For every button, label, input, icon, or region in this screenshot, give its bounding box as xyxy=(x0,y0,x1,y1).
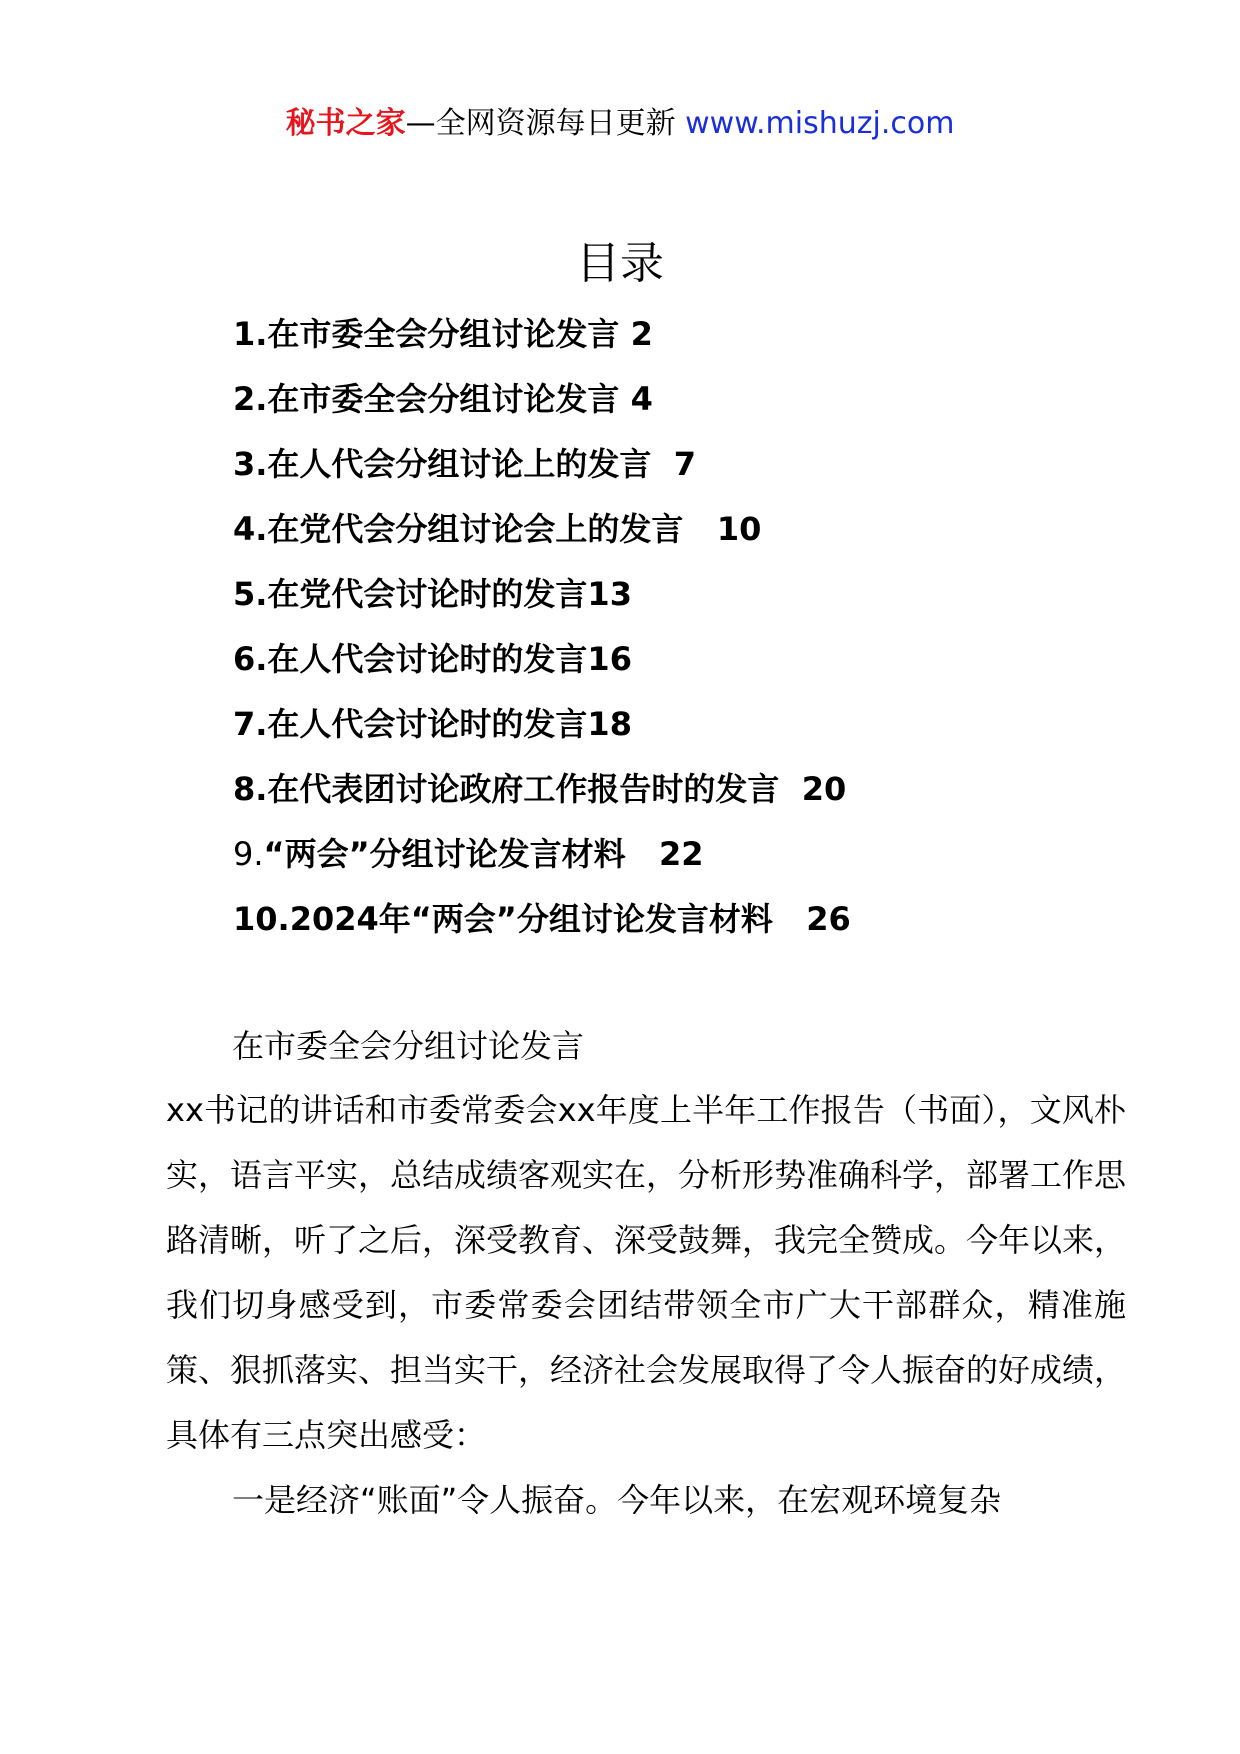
toc-item[interactable] xyxy=(233,822,1133,887)
table-of-contents xyxy=(233,302,1133,952)
toc-item[interactable] xyxy=(233,497,1133,562)
site-tagline: —全网资源每日更新 xyxy=(405,106,686,141)
toc-item-number: 9. xyxy=(233,835,264,873)
toc-item[interactable] xyxy=(233,432,1133,497)
toc-item-label: 7.在人代会讨论时的发言18 xyxy=(233,705,632,743)
toc-item-label: 4.在党代会分组讨论会上的发言 10 xyxy=(233,510,762,548)
toc-title: 目录 xyxy=(576,238,664,289)
toc-item[interactable] xyxy=(233,562,1133,627)
toc-item[interactable] xyxy=(233,692,1133,757)
toc-item[interactable] xyxy=(233,367,1133,432)
toc-item-label: 8.在代表团讨论政府工作报告时的发言 20 xyxy=(233,770,847,808)
article-body xyxy=(166,1014,1126,1533)
toc-item-label: 3.在人代会分组讨论上的发言 7 xyxy=(233,445,696,483)
toc-item-label: 10.2024年“两会”分组讨论发言材料 26 xyxy=(233,900,851,938)
toc-item-label: “两会”分组讨论发言材料 22 xyxy=(263,835,704,873)
toc-item[interactable] xyxy=(233,627,1133,692)
toc-item[interactable] xyxy=(233,757,1133,822)
toc-item-label: 5.在党代会讨论时的发言13 xyxy=(233,575,632,613)
article-paragraph: 一是经济“账面”令人振奋。今年以来，在宏观环境复杂 xyxy=(232,1481,1002,1519)
toc-item[interactable] xyxy=(233,302,1133,367)
site-url-link[interactable]: www.mishuzj.com xyxy=(685,106,955,141)
toc-item[interactable] xyxy=(233,887,1133,952)
site-brand: 秘书之家 xyxy=(285,106,406,141)
site-banner xyxy=(0,104,1240,144)
toc-item-label: 2.在市委全会分组讨论发言 4 xyxy=(233,380,653,418)
toc-item-label: 1.在市委全会分组讨论发言 2 xyxy=(233,315,653,353)
toc-item-label: 6.在人代会讨论时的发言16 xyxy=(233,640,632,678)
article-subtitle: 在市委全会分组讨论发言 xyxy=(232,1027,585,1065)
article-paragraph: xx书记的讲话和市委常委会xx年度上半年工作报告（书面），文风朴实，语言平实，总结成绩客观实在，分析形势准确科学，部署工作思路清晰，听了之后，深受教育、深受鼓舞，我完全赞成。今年以来，我们切身感受到，市委常委会团结带领全市广大干部群众，精准施策、狠抓落实、担当实干，经济社会发展取得了令人振奋的好成绩，具体有三点突出感受： xyxy=(166,1091,1127,1454)
